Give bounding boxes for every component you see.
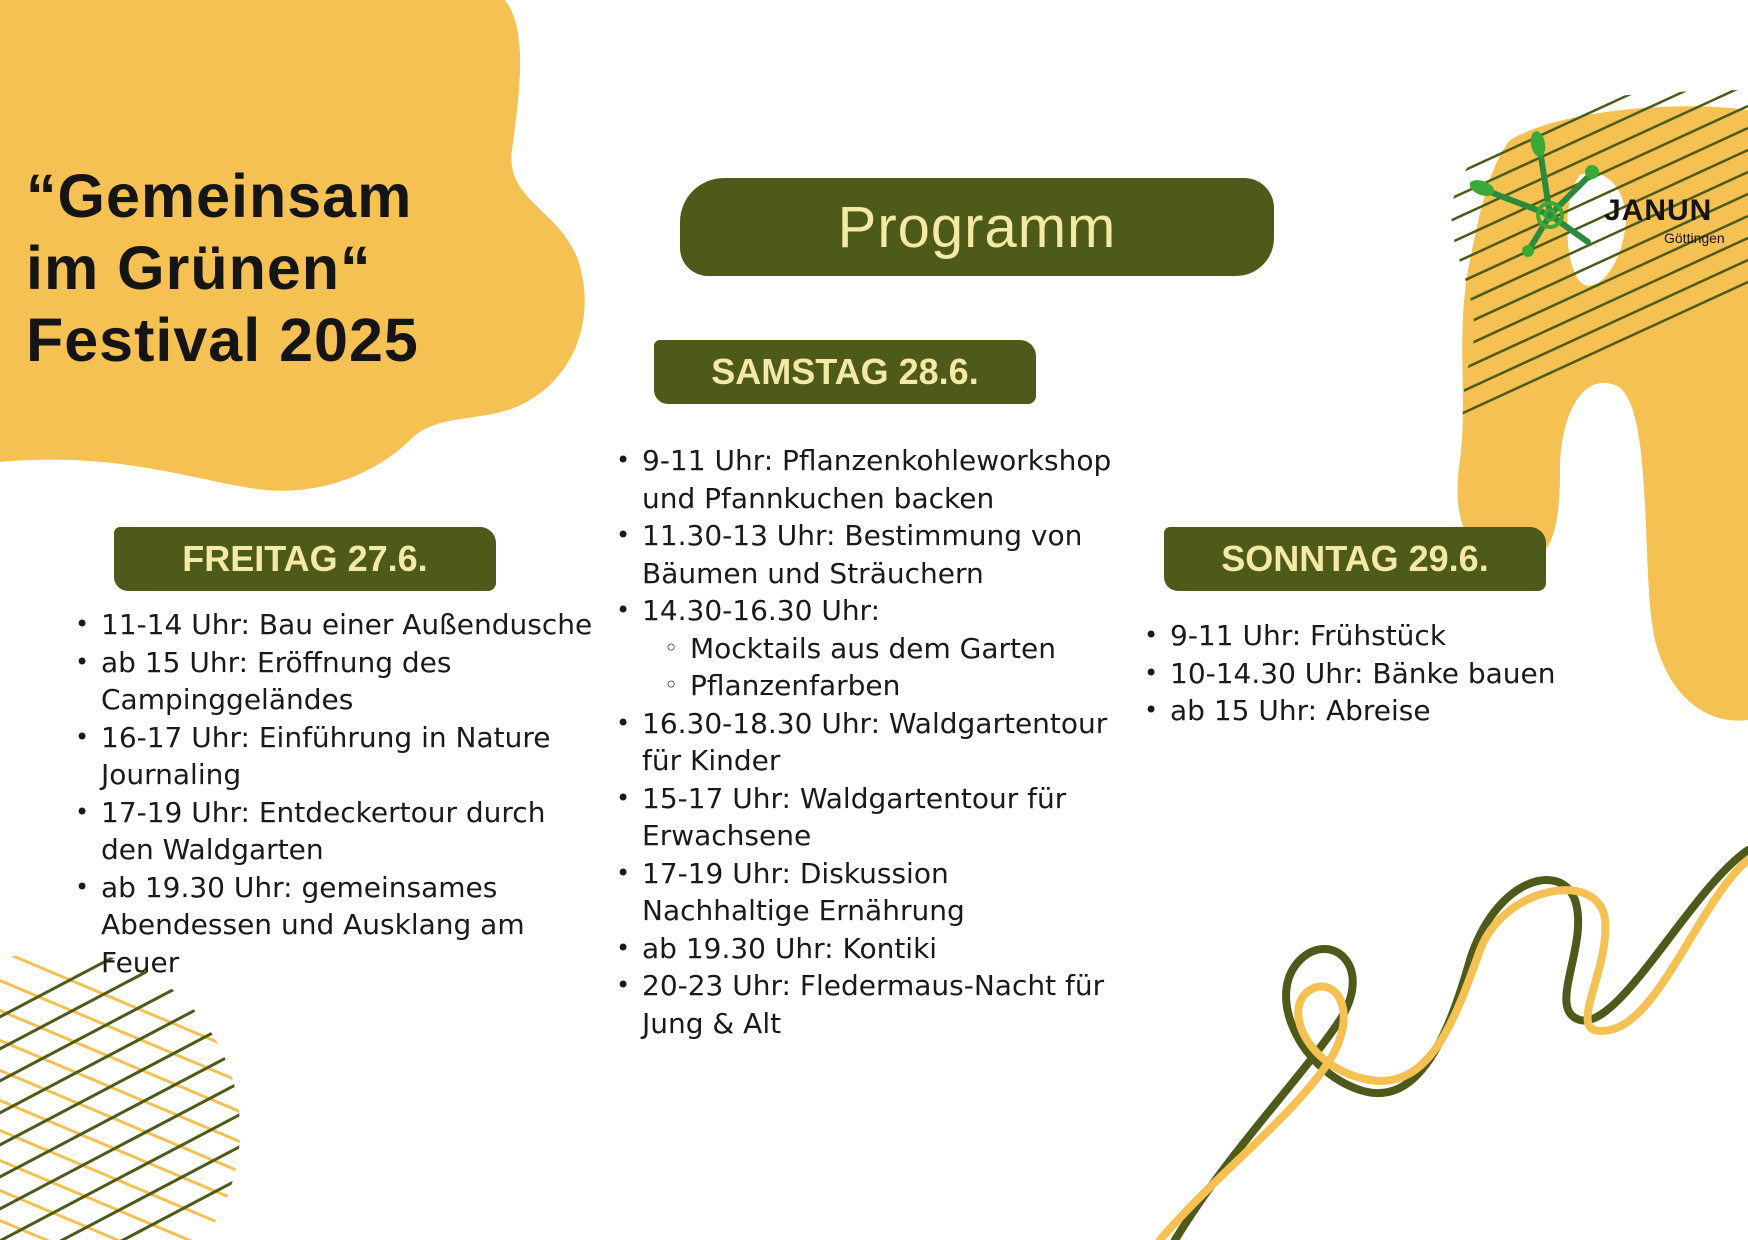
janun-logo-subtitle: Göttingen xyxy=(1664,230,1725,246)
list-item: • 17-19 Uhr: Entdeckertour durch den Waldgarten xyxy=(75,794,595,869)
list-item: • ab 19.30 Uhr: gemeinsames Abendessen und Ausklang am Feuer xyxy=(75,869,595,982)
list-item: • ab 15 Uhr: Abreise xyxy=(1144,692,1584,730)
day-banner-samstag: SAMSTAG 28.6. xyxy=(654,340,1036,404)
list-item: • 15-17 Uhr: Waldgartentour für Erwachsene xyxy=(616,780,1116,855)
list-item: • 14.30-16.30 Uhr: xyxy=(616,592,1116,630)
list-item: • 16.30-18.30 Uhr: Waldgartentour für Kinder xyxy=(616,705,1116,780)
janun-logo-icon xyxy=(1470,130,1610,260)
schedule-list-sonntag xyxy=(1144,617,1584,730)
programm-heading: Programm xyxy=(680,178,1274,276)
list-item: • 10-14.30 Uhr: Bänke bauen xyxy=(1144,655,1584,693)
squiggle-bottom-right xyxy=(1160,850,1748,1240)
list-item: • 9-11 Uhr: Frühstück xyxy=(1144,617,1584,655)
list-item: • 20-23 Uhr: Fledermaus-Nacht für Jung & Alt xyxy=(616,967,1116,1042)
festival-title-line-1: “Gemeinsam xyxy=(26,162,413,230)
schedule-list-freitag xyxy=(75,606,595,981)
festival-title-line-2: im Grünen“ xyxy=(26,234,372,302)
day-banner-freitag: FREITAG 27.6. xyxy=(114,527,496,591)
list-item: • 17-19 Uhr: Diskussion Nachhaltige Ernährung xyxy=(616,855,1116,930)
festival-title-line-3: Festival 2025 xyxy=(26,306,419,374)
list-item: • 11.30-13 Uhr: Bestimmung von Bäumen und Sträuchern xyxy=(616,517,1116,592)
janun-logo-text: JANUN xyxy=(1604,194,1713,227)
schedule-list-samstag xyxy=(616,442,1116,1042)
list-item: • 11-14 Uhr: Bau einer Außendusche xyxy=(75,606,595,644)
festival-title xyxy=(26,160,419,376)
day-banner-sonntag: SONNTAG 29.6. xyxy=(1164,527,1546,591)
sub-list-item: ◦ Pflanzenfarben xyxy=(616,667,1116,705)
list-item: • 9-11 Uhr: Pflanzenkohleworkshop und Pfannkuchen backen xyxy=(616,442,1116,517)
list-item: • ab 15 Uhr: Eröffnung des Campinggeländes xyxy=(75,644,595,719)
list-item: • 16-17 Uhr: Einführung in Nature Journaling xyxy=(75,719,595,794)
list-item: • ab 19.30 Uhr: Kontiki xyxy=(616,930,1116,968)
sub-list-item: ◦ Mocktails aus dem Garten xyxy=(616,630,1116,668)
